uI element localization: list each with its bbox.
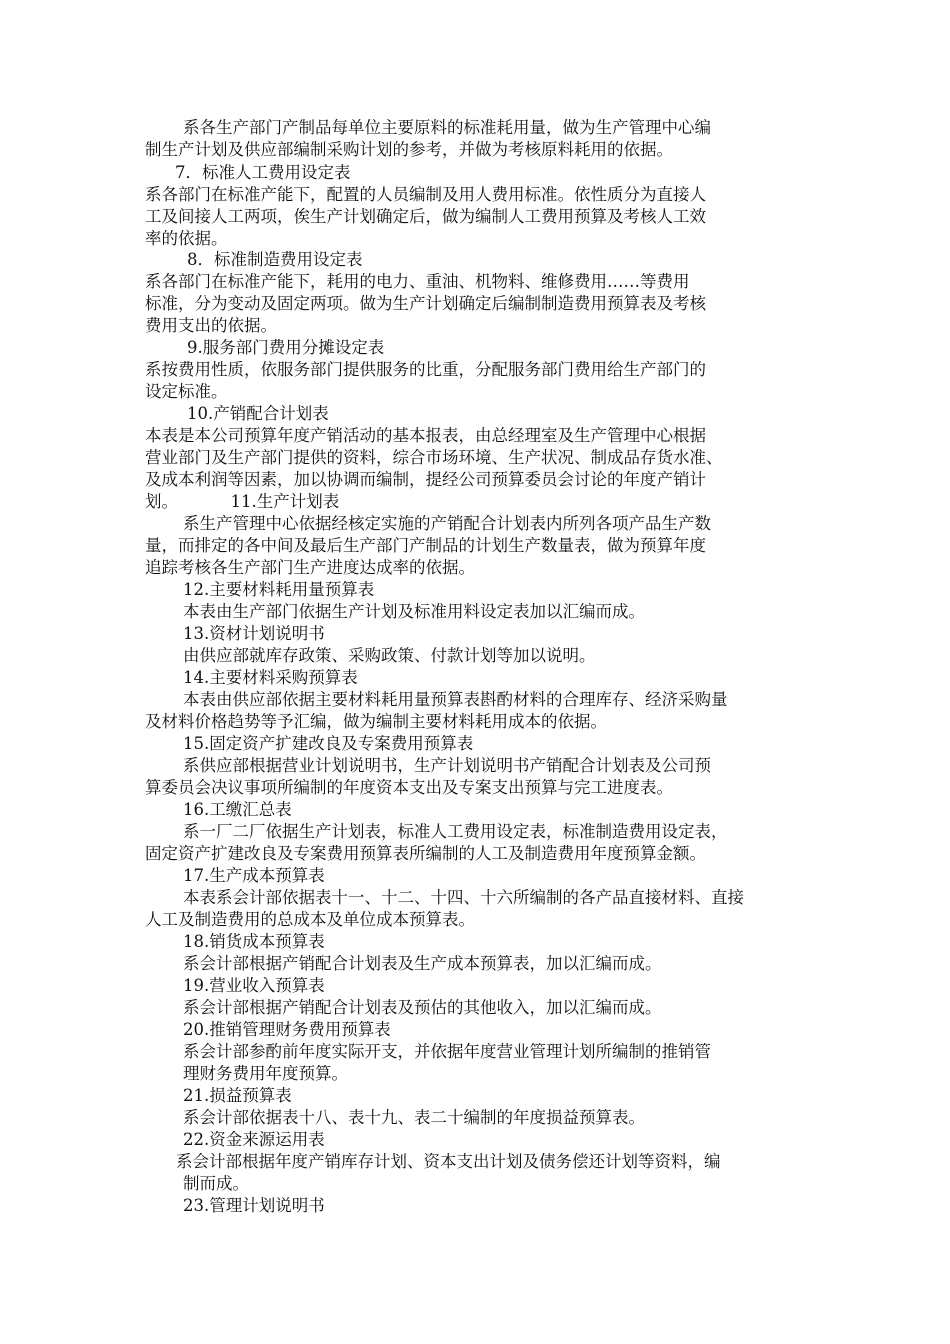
text-line: 营业部门及生产部门提供的资料，综合市场环境、生产状况、制成品存货水准、 (145, 448, 723, 467)
text-line: 本表系会计部依据表十一、十二、十四、十六所编制的各产品直接材料、直接 (183, 888, 744, 907)
section-heading: 7．标准人工费用设定表 (175, 163, 351, 182)
section-heading: 10.产销配合计划表 (187, 404, 329, 423)
text-line: 设定标准。 (145, 382, 228, 401)
text-line: 系会计部依据表十八、表十九、表二十编制的年度损益预算表。 (183, 1108, 645, 1127)
section-heading: 14.主要材料采购预算表 (183, 668, 358, 687)
section-heading: 16.工缴汇总表 (183, 800, 292, 819)
text-line: 系供应部根据营业计划说明书，生产计划说明书产销配合计划表及公司预 (183, 756, 711, 775)
text-line: 费用支出的依据。 (145, 316, 277, 335)
section-heading: 12.主要材料耗用量预算表 (183, 580, 375, 599)
text-line: 率的依据。 (145, 229, 228, 248)
text-line: 划。 11.生产计划表 (145, 492, 340, 511)
section-heading: 21.损益预算表 (183, 1086, 292, 1105)
text-line: 系会计部根据年度产销库存计划、资本支出计划及债务偿还计划等资料，编 (176, 1152, 721, 1171)
text-line: 本表由生产部门依据生产计划及标准用料设定表加以汇编而成。 (183, 602, 645, 621)
text-line: 系各生产部门产制品每单位主要原料的标准耗用量，做为生产管理中心编 (183, 118, 711, 137)
text-line: 及材料价格趋势等予汇编，做为编制主要材料耗用成本的依据。 (145, 712, 607, 731)
text-line: 人工及制造费用的总成本及单位成本预算表。 (145, 910, 475, 929)
text-line: 工及间接人工两项，俟生产计划确定后，做为编制人工费用预算及考核人工效 (145, 207, 706, 226)
text-line: 理财务费用年度预算。 (183, 1064, 348, 1083)
text-line: 系生产管理中心依据经核定实施的产销配合计划表内所列各项产品生产数 (183, 514, 711, 533)
text-line: 系各部门在标准产能下，配置的人员编制及用人费用标准。依性质分为直接人 (145, 185, 706, 204)
text-line: 本表由供应部依据主要材料耗用量预算表斟酌材料的合理库存、经济采购量 (183, 690, 728, 709)
text-line: 标准，分为变动及固定两项。做为生产计划确定后编制制造费用预算表及考核 (145, 294, 706, 313)
section-heading: 15.固定资产扩建改良及专案费用预算表 (183, 734, 474, 753)
text-line: 制而成。 (183, 1174, 249, 1193)
text-line: 追踪考核各生产部门生产进度达成率的依据。 (145, 558, 475, 577)
text-line: 及成本利润等因素，加以协调而编制，提经公司预算委员会讨论的年度产销计 (145, 470, 706, 489)
text-line: 系会计部根据产销配合计划表及生产成本预算表，加以汇编而成。 (183, 954, 662, 973)
text-line: 本表是本公司预算年度产销活动的基本报表，由总经理室及生产管理中心根据 (145, 426, 706, 445)
section-heading: 13.资材计划说明书 (183, 624, 325, 643)
section-heading: 19.营业收入预算表 (183, 976, 325, 995)
text-line: 系按费用性质，依服务部门提供服务的比重，分配服务部门费用给生产部门的 (145, 360, 706, 379)
section-heading: 22.资金来源运用表 (183, 1130, 325, 1149)
text-line: 系会计部根据产销配合计划表及预估的其他收入，加以汇编而成。 (183, 998, 662, 1017)
section-heading: 23.管理计划说明书 (183, 1196, 325, 1215)
text-line: 系各部门在标准产能下，耗用的电力、重油、机物料、维修费用……等费用 (145, 272, 690, 291)
text-line: 由供应部就库存政策、采购政策、付款计划等加以说明。 (183, 646, 596, 665)
text-line: 量，而排定的各中间及最后生产部门产制品的计划生产数量表，做为预算年度 (145, 536, 706, 555)
section-heading: 20.推销管理财务费用预算表 (183, 1020, 391, 1039)
section-heading: 18.销货成本预算表 (183, 932, 325, 951)
section-heading: 8．标准制造费用设定表 (187, 250, 363, 269)
text-line: 固定资产扩建改良及专案费用预算表所编制的人工及制造费用年度预算金额。 (145, 844, 706, 863)
section-heading: 9.服务部门费用分摊设定表 (187, 338, 385, 357)
text-line: 系会计部参酌前年度实际开支，并依据年度营业管理计划所编制的推销管 (183, 1042, 711, 1061)
text-line: 系一厂二厂依据生产计划表，标准人工费用设定表，标准制造费用设定表， (183, 822, 728, 841)
text-line: 算委员会决议事项所编制的年度资本支出及专案支出预算与完工进度表。 (145, 778, 673, 797)
text-line: 制生产计划及供应部编制采购计划的参考，并做为考核原料耗用的依据。 (145, 140, 673, 159)
section-heading: 17.生产成本预算表 (183, 866, 325, 885)
